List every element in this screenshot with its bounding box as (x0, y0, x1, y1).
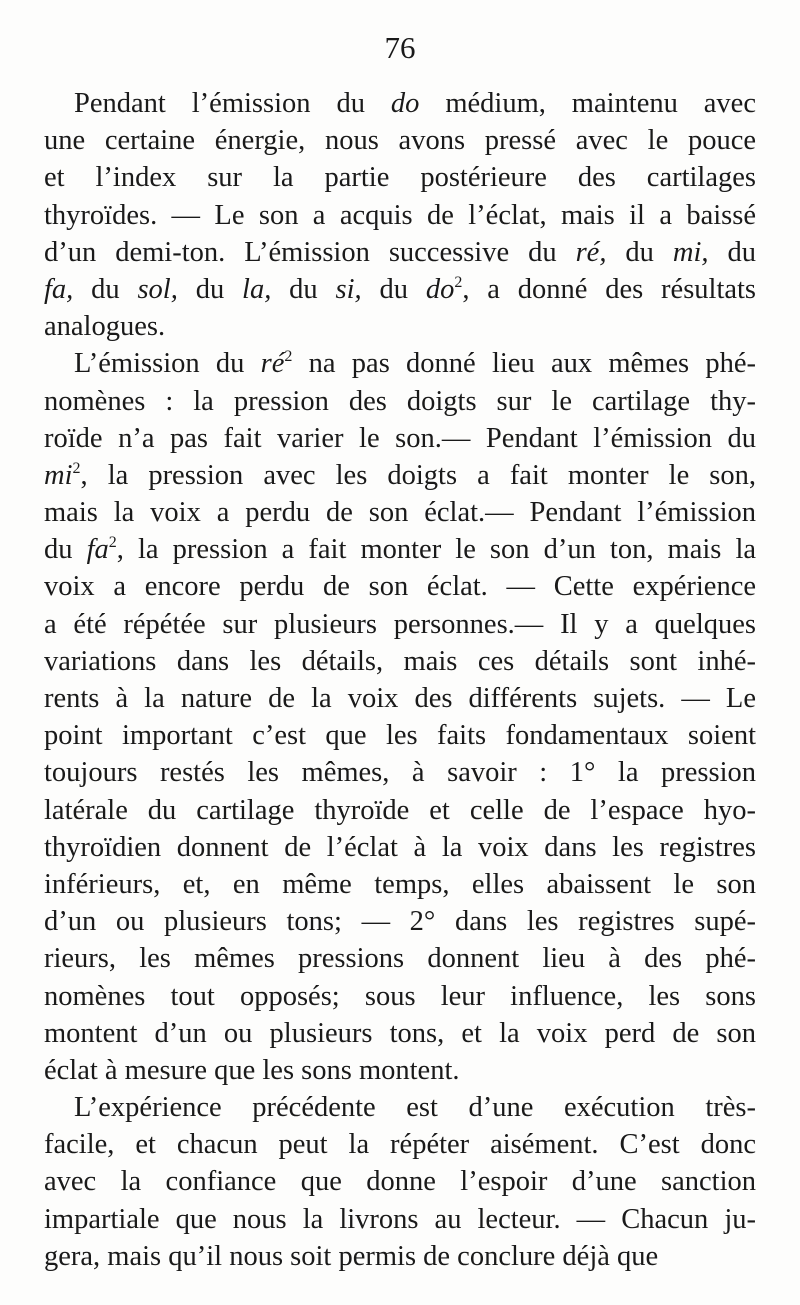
italic-text: ré (260, 348, 285, 380)
text-line (44, 457, 756, 494)
text-segment: et l’index sur la partie postérieure des cartilages (44, 162, 756, 194)
text-segment: analogues. (44, 311, 166, 343)
text-line (44, 717, 756, 754)
text-segment: mais la voix a perdu de son éclat.— Pendant l’émission (44, 497, 756, 529)
text-line (44, 345, 756, 382)
text-line (44, 1201, 756, 1238)
text-line (44, 85, 756, 122)
italic-text: ré, (575, 236, 607, 268)
text-line (44, 568, 756, 605)
text-line (44, 866, 756, 903)
text-segment: roïde n’a pas fait varier le son.— Pendant l’émission du (44, 422, 756, 454)
text-line (44, 940, 756, 977)
text-segment: du (271, 273, 336, 305)
text-segment: montent d’un ou plusieurs tons, et la voix perd de son (44, 1017, 756, 1049)
text-line (44, 606, 756, 643)
paragraph (44, 345, 756, 1089)
italic-text: si, (335, 273, 362, 305)
footnote-superscript: 2 (108, 534, 117, 552)
text-line (44, 197, 756, 234)
text-segment: L’expérience précédente est d’une exécution très- (74, 1092, 756, 1124)
text-segment: a été répétée sur plusieurs personnes.— Il y a quelques (44, 608, 756, 640)
text-segment: toujours restés les mêmes, à savoir : 1° la pression (44, 757, 756, 789)
footnote-superscript: 2 (454, 273, 463, 291)
italic-text: sol, (137, 273, 178, 305)
text-segment: d’un ou plusieurs tons; — 2° dans les registres supé- (44, 906, 756, 938)
text-line (44, 271, 756, 308)
text-segment: impartiale que nous la livrons au lecteur. — Chacun ju- (44, 1203, 756, 1235)
text-segment: voix a encore perdu de son éclat. — Cette expérience (44, 571, 756, 603)
text-segment: facile, et chacun peut la répéter aisément. C’est donc (44, 1129, 756, 1161)
italic-text: la, (242, 273, 272, 305)
text-line (44, 792, 756, 829)
text-segment: Pendant l’émission du (74, 88, 391, 119)
text-line (44, 1052, 756, 1089)
text-segment: du (177, 273, 243, 305)
text-line (44, 903, 756, 940)
text-segment: , la pression a fait monter le son d’un ton, mais la (116, 534, 757, 566)
text-line (44, 420, 756, 457)
text-segment: médium, maintenu avec (419, 88, 756, 119)
italic-text: fa (86, 534, 109, 566)
footnote-superscript: 2 (72, 459, 81, 477)
text-segment: point important c’est que les faits fondamentaux soient (44, 720, 756, 752)
text-segment: éclat à mesure que les sons montent. (44, 1054, 460, 1086)
text-line (44, 308, 756, 345)
text-segment: thyroïdes. — Le son a acquis de l’éclat, mais il a baissé (44, 199, 756, 231)
text-segment: na pas donné lieu aux mêmes phé- (292, 348, 756, 380)
text-segment: une certaine énergie, nous avons pressé avec le pouce (44, 125, 756, 157)
text-segment: du (44, 534, 87, 566)
italic-text: do (390, 88, 420, 119)
text-segment: nomènes tout opposés; sous leur influence, les sons (44, 980, 756, 1012)
text-line (44, 531, 756, 568)
text-line (44, 234, 756, 271)
italic-text: fa, (44, 273, 74, 305)
italic-text: do (425, 273, 455, 305)
text-segment: latérale du cartilage thyroïde et celle de l’espace hyo- (44, 794, 756, 826)
text-segment: rieurs, les mêmes pressions donnent lieu à des phé- (44, 943, 756, 975)
text-segment: rents à la nature de la voix des différents sujets. — Le (44, 683, 756, 714)
page-number: 76 (384, 30, 416, 65)
text-segment: thyroïdien donnent de l’éclat à la voix dans les registres (44, 831, 756, 863)
text-segment: avec la confiance que donne l’espoir d’une sanction (44, 1166, 756, 1198)
text-line (44, 122, 756, 159)
text-line (44, 1163, 756, 1200)
text-line (44, 978, 756, 1015)
paragraph (44, 85, 756, 345)
text-line (44, 643, 756, 680)
text-segment: du (606, 236, 673, 268)
text-line (44, 383, 756, 420)
text-line (44, 829, 756, 866)
text-segment: du (73, 273, 138, 305)
italic-text: mi (44, 459, 73, 491)
text-segment: du (708, 236, 757, 268)
text-segment: variations dans les détails, mais ces détails sont inhé- (44, 645, 756, 677)
text-segment: , la pression avec les doigts a fait monter le son, (80, 459, 756, 491)
italic-text: mi, (672, 236, 709, 268)
text-segment: L’émission du (74, 348, 261, 380)
footnote-superscript: 2 (284, 348, 293, 366)
text-segment: gera, mais qu’il nous soit permis de conclure déjà que (44, 1240, 659, 1272)
paragraph (44, 1089, 756, 1275)
text-line (44, 1015, 756, 1052)
text-segment: nomènes : la pression des doigts sur le cartilage thy- (44, 385, 756, 417)
text-line (44, 1126, 756, 1163)
text-line (44, 159, 756, 196)
body-text (44, 85, 756, 1275)
text-line (44, 680, 756, 717)
text-line (44, 494, 756, 531)
text-segment: inférieurs, et, en même temps, elles abaissent le son (44, 868, 756, 900)
text-segment: du (361, 273, 426, 305)
text-segment: d’un demi-ton. L’émission successive du (44, 236, 576, 268)
text-segment: , a donné des résultats (462, 273, 757, 305)
text-line (44, 1089, 756, 1126)
text-line (44, 754, 756, 791)
text-line (44, 1238, 756, 1275)
